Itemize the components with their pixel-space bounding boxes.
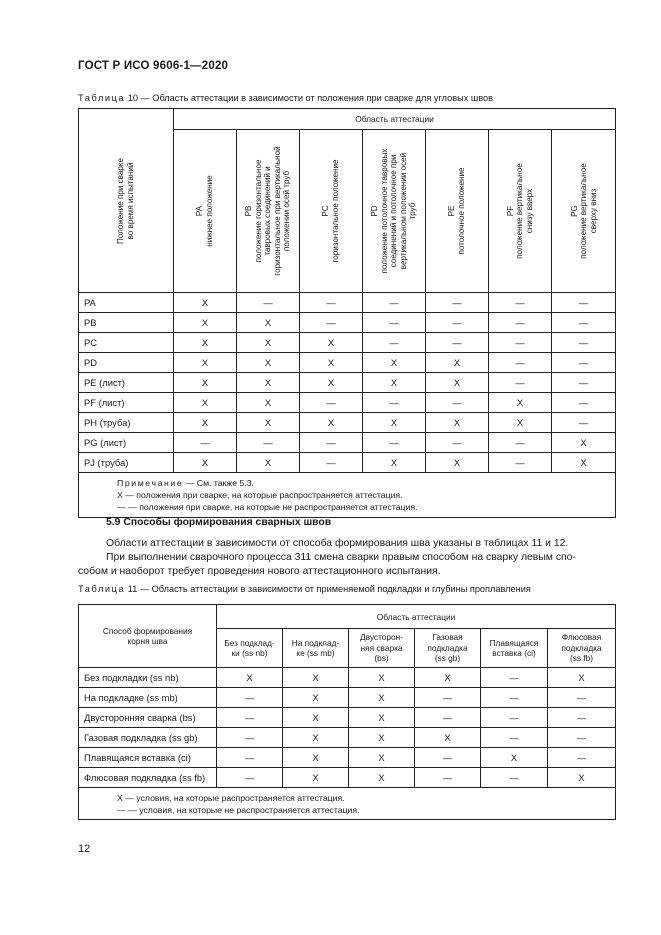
table11-column-header-line: (ss gb) bbox=[434, 653, 461, 664]
table-row bbox=[79, 373, 616, 393]
table11-cell: X bbox=[415, 728, 481, 748]
table10-cell: X bbox=[237, 313, 300, 333]
table10-column-desc: горизонтальное при вертикальной bbox=[272, 146, 282, 276]
table10-cell: — bbox=[237, 293, 300, 313]
table10-cell: X bbox=[300, 353, 363, 373]
table11-column-header bbox=[217, 629, 283, 668]
table-10 bbox=[78, 108, 616, 518]
table11-column-header bbox=[283, 629, 349, 668]
table10-column-desc: положении осей труб bbox=[282, 170, 292, 252]
table10-cell: X bbox=[489, 413, 552, 433]
table11-cell: — bbox=[415, 688, 481, 708]
table10-cell: — bbox=[489, 293, 552, 313]
table11-column-header-line: Флюсовая bbox=[561, 632, 602, 643]
table10-cell: — bbox=[300, 293, 363, 313]
table10-column-code: PC bbox=[321, 205, 331, 217]
table10-cell: X bbox=[174, 293, 237, 313]
table10-column-header bbox=[489, 130, 552, 293]
table11-column-header bbox=[349, 629, 415, 668]
table11-column-header-line: На подклад- bbox=[291, 637, 340, 648]
table10-column-desc: соединений и потолочное при bbox=[389, 154, 399, 268]
table11-row-label: Без подкладки (ss nb) bbox=[79, 668, 217, 688]
table11-column-header-line: (bs) bbox=[374, 653, 389, 664]
table10-cell: — bbox=[489, 333, 552, 353]
table-row bbox=[79, 708, 616, 728]
table11-cell: — bbox=[415, 708, 481, 728]
table11-cell: — bbox=[217, 728, 283, 748]
table10-column-desc: труб bbox=[408, 202, 418, 220]
table10-cell: — bbox=[174, 433, 237, 453]
table10-row-label: PA bbox=[79, 293, 174, 313]
table-row bbox=[79, 688, 616, 708]
table11-row-label: Газовая подкладка (ss gb) bbox=[79, 728, 217, 748]
table11-cell: X bbox=[283, 768, 349, 788]
table10-cell: — bbox=[300, 393, 363, 413]
table10-cell: X bbox=[174, 353, 237, 373]
table11-cell: — bbox=[481, 728, 548, 748]
table11-cell: X bbox=[548, 668, 616, 688]
table11-cell: X bbox=[217, 668, 283, 688]
table11-column-header-line: Двусторон- bbox=[360, 632, 403, 643]
table11-cell: — bbox=[548, 708, 616, 728]
table10-cell: — bbox=[300, 453, 363, 473]
table11-cell: — bbox=[548, 688, 616, 708]
table10-column-header bbox=[174, 130, 237, 293]
table10-column-code: PB bbox=[244, 205, 254, 217]
table11-cell: X bbox=[481, 748, 548, 768]
table-row bbox=[79, 353, 616, 373]
table10-row-header-line: Положение при сварке bbox=[116, 157, 126, 244]
table10-cell: X bbox=[300, 373, 363, 393]
table11-cell: — bbox=[217, 688, 283, 708]
table10-cell: X bbox=[489, 393, 552, 413]
table10-row-label: PD bbox=[79, 353, 174, 373]
table-row bbox=[79, 433, 616, 453]
table10-column-header bbox=[237, 130, 300, 293]
table10-column-desc: вертикальном положении осей bbox=[398, 152, 408, 270]
table10-caption-prefix: Таблица bbox=[78, 93, 126, 103]
table11-caption bbox=[78, 584, 531, 594]
table10-column-desc: положение потолочное тавровых bbox=[379, 148, 389, 274]
table10-cell: X bbox=[426, 413, 489, 433]
table11-cell: X bbox=[349, 748, 415, 768]
table10-cell: X bbox=[552, 433, 616, 453]
table10-column-desc: нижнее положение bbox=[205, 175, 214, 247]
table10-column-header bbox=[552, 130, 616, 293]
table-row bbox=[79, 413, 616, 433]
section-title: 5.9 Способы формирования сварных швов bbox=[106, 517, 332, 528]
section-paragraph-2b: собом и наоборот требует проведения нового аттестационного испытания. bbox=[78, 566, 441, 577]
table10-cell: X bbox=[237, 373, 300, 393]
table10-cell: X bbox=[426, 453, 489, 473]
table11-note-line: X — условия, на которые распространяется аттестация. bbox=[117, 793, 345, 803]
table11-column-header-line: няя сварка bbox=[360, 642, 403, 653]
table10-cell: — bbox=[426, 333, 489, 353]
table11-cell: X bbox=[349, 668, 415, 688]
table10-column-desc: тавровых соединений и bbox=[263, 166, 273, 256]
table-11 bbox=[78, 604, 616, 820]
table10-cell: X bbox=[174, 413, 237, 433]
table10-cell: X bbox=[363, 373, 426, 393]
table11-column-header-line: подкладка bbox=[427, 642, 468, 653]
document-code: ГОСТ Р ИСО 9606-1—2020 bbox=[78, 60, 229, 72]
table10-cell: — bbox=[552, 353, 616, 373]
table10-row-label: PJ (труба) bbox=[79, 453, 174, 473]
table10-cell: — bbox=[363, 313, 426, 333]
table11-column-header-line: ке (ss mb) bbox=[296, 648, 335, 658]
table10-note-title: Примечание bbox=[117, 478, 184, 488]
table10-column-desc: потолочное положение bbox=[457, 167, 466, 255]
table10-cell: — bbox=[300, 433, 363, 453]
table-row bbox=[79, 748, 616, 768]
table10-column-desc: сверху вниз bbox=[588, 188, 598, 234]
table10-row-label: PC bbox=[79, 333, 174, 353]
table10-column-code: PG bbox=[569, 205, 579, 217]
table11-column-header bbox=[548, 629, 616, 668]
table10-column-desc: положение горизонтальное bbox=[253, 159, 263, 263]
section-paragraph-1: Области аттестации в зависимости от способа формирования шва указаны в таблицах 11 и 12. bbox=[106, 538, 569, 549]
table11-row-label: На подкладке (ss mb) bbox=[79, 688, 217, 708]
table10-cell: — bbox=[489, 373, 552, 393]
table10-cell: X bbox=[300, 413, 363, 433]
table11-cell: X bbox=[283, 748, 349, 768]
table10-row-label: PH (труба) bbox=[79, 413, 174, 433]
table11-row-header-line: корня шва bbox=[127, 636, 168, 646]
table10-row-header-line: во время испытаний bbox=[126, 162, 135, 239]
table10-cell: — bbox=[489, 353, 552, 373]
table10-note-line: X — положения при сварке, на которые распространяется аттестация. bbox=[117, 490, 403, 501]
table11-row-label: Флюсовая подкладка (ss fb) bbox=[79, 768, 217, 788]
table10-column-code: PA bbox=[195, 205, 205, 217]
table11-cell: X bbox=[283, 688, 349, 708]
table10-cell: X bbox=[174, 373, 237, 393]
table10-row-label: PB bbox=[79, 313, 174, 333]
table10-cell: X bbox=[426, 353, 489, 373]
table11-column-header bbox=[481, 629, 548, 668]
table10-note-ref: — См. также 5.3. bbox=[183, 478, 254, 488]
table10-cell: X bbox=[300, 333, 363, 353]
table11-note bbox=[79, 788, 616, 820]
table11-caption-text: 11 — Область аттестации в зависимости от применяемой подкладки и глубины проплавления bbox=[125, 584, 531, 594]
table11-column-header bbox=[415, 629, 481, 668]
table11-cell: — bbox=[217, 768, 283, 788]
table10-column-code: PE bbox=[447, 205, 457, 217]
table11-column-header-line: Газовая bbox=[432, 632, 463, 643]
table10-group-header: Область аттестации bbox=[174, 109, 616, 130]
table10-cell: — bbox=[552, 413, 616, 433]
table10-column-desc: снизу вверх bbox=[524, 188, 534, 234]
table11-group-header: Область аттестации bbox=[217, 605, 616, 629]
table10-row-label: PF (лист) bbox=[79, 393, 174, 413]
table10-cell: — bbox=[489, 453, 552, 473]
table10-note-line: — — положения при сварке, на которые не распространяется аттестация. bbox=[117, 502, 418, 513]
table11-cell: — bbox=[481, 768, 548, 788]
table-row bbox=[79, 393, 616, 413]
table-row bbox=[79, 668, 616, 688]
table11-cell: X bbox=[349, 688, 415, 708]
table10-cell: — bbox=[489, 313, 552, 333]
table10-column-desc: положение вертикальное bbox=[578, 163, 588, 259]
table10-row-label: PE (лист) bbox=[79, 373, 174, 393]
table10-cell: — bbox=[426, 313, 489, 333]
table10-cell: X bbox=[237, 393, 300, 413]
table10-cell: — bbox=[237, 433, 300, 453]
table11-cell: X bbox=[548, 768, 616, 788]
table10-column-code: PD bbox=[370, 205, 380, 217]
table10-cell: X bbox=[174, 393, 237, 413]
section-paragraph-2a: При выполнении сварочного процесса 311 смена сварки правым способом на сварку левым спо- bbox=[106, 552, 576, 563]
table10-cell: — bbox=[489, 433, 552, 453]
table10-cell: — bbox=[426, 433, 489, 453]
table11-cell: X bbox=[283, 708, 349, 728]
table10-column-header bbox=[426, 130, 489, 293]
table10-cell: X bbox=[174, 453, 237, 473]
table-row bbox=[79, 768, 616, 788]
table11-cell: — bbox=[481, 708, 548, 728]
table10-column-code: PF bbox=[505, 205, 515, 217]
table11-row-header-line: Способ формирования bbox=[102, 625, 193, 636]
table10-cell: X bbox=[363, 353, 426, 373]
table11-row-label: Двусторонняя сварка (bs) bbox=[79, 708, 217, 728]
table11-cell: X bbox=[349, 708, 415, 728]
table10-column-header bbox=[300, 130, 363, 293]
table11-column-header-line: вставка (ci) bbox=[492, 648, 536, 658]
table-row bbox=[79, 293, 616, 313]
table-row bbox=[79, 728, 616, 748]
table11-column-header-line: Плавящаяся bbox=[489, 637, 539, 648]
table10-cell: X bbox=[426, 373, 489, 393]
table10-cell: — bbox=[552, 333, 616, 353]
table10-cell: — bbox=[363, 333, 426, 353]
table10-cell: X bbox=[552, 453, 616, 473]
table10-cell: — bbox=[552, 313, 616, 333]
table10-cell: — bbox=[552, 373, 616, 393]
table11-column-header-line: Без подклад- bbox=[224, 637, 275, 648]
table10-cell: — bbox=[363, 433, 426, 453]
table10-column-desc: горизонтальное положение bbox=[331, 159, 340, 263]
table10-cell: — bbox=[300, 313, 363, 333]
table10-column-header bbox=[363, 130, 426, 293]
table10-caption bbox=[78, 93, 493, 103]
table11-column-header-line: подкладка bbox=[561, 642, 602, 653]
table10-cell: X bbox=[237, 333, 300, 353]
table10-cell: X bbox=[363, 413, 426, 433]
table11-cell: — bbox=[217, 708, 283, 728]
table11-note-line: — — условия, на которые не распространяется аттестация. bbox=[117, 805, 360, 816]
table11-row-label: Плавящаяся вставка (ci) bbox=[79, 748, 217, 768]
table10-cell: X bbox=[174, 333, 237, 353]
table10-cell: — bbox=[552, 393, 616, 413]
table11-column-header-line: ки (ss nb) bbox=[231, 648, 268, 658]
table10-row-header bbox=[79, 109, 174, 293]
page-number: 12 bbox=[78, 843, 91, 855]
table11-cell: X bbox=[283, 668, 349, 688]
table10-cell: — bbox=[363, 393, 426, 413]
table-row bbox=[79, 313, 616, 333]
table-row bbox=[79, 333, 616, 353]
table10-cell: X bbox=[174, 313, 237, 333]
table11-row-header bbox=[79, 605, 217, 668]
table11-cell: — bbox=[415, 748, 481, 768]
table10-cell: X bbox=[237, 453, 300, 473]
table11-column-header-line: (ss fb) bbox=[570, 653, 594, 664]
table10-cell: X bbox=[237, 413, 300, 433]
table10-cell: — bbox=[426, 293, 489, 313]
table11-caption-prefix: Таблица bbox=[78, 584, 126, 594]
table11-cell: X bbox=[349, 768, 415, 788]
table10-cell: — bbox=[363, 293, 426, 313]
table11-cell: — bbox=[481, 688, 548, 708]
table11-cell: — bbox=[548, 748, 616, 768]
table10-cell: — bbox=[426, 393, 489, 413]
table10-cell: X bbox=[237, 353, 300, 373]
table10-note bbox=[79, 473, 616, 518]
table11-cell: X bbox=[283, 728, 349, 748]
table11-cell: X bbox=[415, 668, 481, 688]
table10-row-label: PG (лист) bbox=[79, 433, 174, 453]
table10-cell: X bbox=[363, 453, 426, 473]
table10-cell: — bbox=[552, 293, 616, 313]
table11-cell: — bbox=[217, 748, 283, 768]
table10-caption-text: 10 — Область аттестации в зависимости от положения при сварке для угловых швов bbox=[125, 93, 494, 103]
table-row bbox=[79, 453, 616, 473]
table11-cell: — bbox=[548, 728, 616, 748]
table10-column-desc: положение вертикальное bbox=[515, 163, 525, 259]
table11-cell: — bbox=[481, 668, 548, 688]
table11-cell: X bbox=[349, 728, 415, 748]
table11-cell: — bbox=[415, 768, 481, 788]
